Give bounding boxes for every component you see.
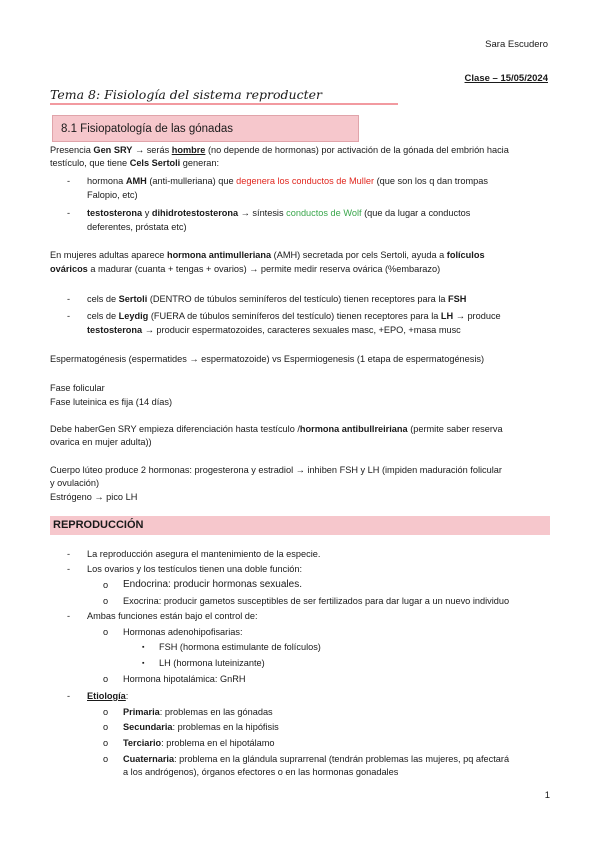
section-title: 8.1 Fisiopatología de las gónadas bbox=[61, 123, 233, 135]
reproduccion-banner bbox=[50, 516, 550, 535]
repro-item2: Los ovarios y los testículos tienen una doble función: bbox=[87, 564, 303, 574]
list1-item1: hormona AMH (anti-mulleriana) que degenera los conductos de Muller (que son los q dan trompas bbox=[87, 176, 488, 186]
list1-item1-cont: Falopio, etc) bbox=[87, 190, 138, 200]
list1-item2-cont: deferentes, próstata etc) bbox=[87, 222, 187, 232]
topic-underline bbox=[50, 103, 398, 105]
p1-line2: testículo, que tiene Cels Sertoli generan: bbox=[50, 158, 220, 168]
estrogeno-line: Estrógeno → pico LH bbox=[50, 492, 138, 502]
list-circle: o bbox=[103, 707, 109, 717]
cuerpo-line2: y ovulación) bbox=[50, 478, 100, 488]
cuerpo-line1: Cuerpo lúteo produce 2 hormonas: progesterona y estradiol → inhiben FSH y LH (impiden maduración folicular bbox=[50, 465, 502, 475]
repro-gnrh: Hormona hipotalámica: GnRH bbox=[123, 674, 246, 684]
etio-primaria: Primaria: problemas en las gónadas bbox=[123, 707, 273, 717]
etiologia-heading: Etiología: bbox=[87, 691, 129, 701]
reproduccion-title: REPRODUCCIÓN bbox=[53, 519, 144, 531]
list-dash: - bbox=[67, 611, 71, 621]
list-circle: o bbox=[103, 738, 109, 748]
etio-secundaria: Secundaria: problemas en la hipófisis bbox=[123, 722, 279, 732]
list-circle: o bbox=[103, 722, 109, 732]
list-dash: - bbox=[67, 176, 71, 186]
list-dash: - bbox=[67, 549, 71, 559]
list1-item2: testosterona y dihidrotestosterona → síntesis conductos de Wolf (que da lugar a conductos bbox=[87, 208, 471, 218]
espermatogenesis-line: Espermatogénesis (espermatides → espermatozoide) vs Espermiogenesis (1 etapa de espermatogénesis) bbox=[50, 354, 485, 364]
repro-exocrina: Exocrina: producir gametos susceptibles de ser fertilizados para dar lugar a un nuevo individuo bbox=[123, 596, 510, 606]
fase-folicular: Fase folicular bbox=[50, 383, 105, 393]
repro-adenohipo: Hormonas adenohipofisarias: bbox=[123, 627, 243, 637]
repro-lh: LH (hormona luteinizante) bbox=[159, 658, 265, 668]
author-name: Sara Escudero bbox=[485, 39, 548, 50]
p2-line1: En mujeres adultas aparece hormona antimulleriana (AMH) secretada por cels Sertoli, ayuda a folículos bbox=[50, 250, 485, 260]
etio-cuaternaria: Cuaternaria: problema en la glándula suprarrenal (tendrán problemas las mujeres, pq afectará bbox=[123, 754, 510, 764]
list-dash: - bbox=[67, 691, 71, 701]
list-dash: - bbox=[67, 294, 71, 304]
list-circle: o bbox=[103, 674, 109, 684]
section-title-box bbox=[52, 115, 359, 142]
list-circle: o bbox=[103, 754, 109, 764]
list-square: ▪ bbox=[142, 660, 145, 667]
page-number: 1 bbox=[544, 790, 550, 801]
etio-cuaternaria-cont: a los andrógenos), órganos efectores o en las hormonas gonadales bbox=[123, 767, 399, 777]
repro-fsh: FSH (hormona estimulante de folículos) bbox=[159, 642, 321, 652]
list2-item1: cels de Sertoli (DENTRO de túbulos seminíferos del testículo) tienen receptores para la FSH bbox=[87, 294, 467, 304]
fase-luteinica: Fase luteinica es fija (14 días) bbox=[50, 397, 173, 407]
etio-terciario: Terciario: problema en el hipotálamo bbox=[123, 738, 275, 748]
class-date: Clase – 15/05/2024 bbox=[464, 73, 548, 84]
list2-item2-cont: testosterona → producir espermatozoides, caracteres sexuales masc, +EPO, +masa musc bbox=[87, 325, 461, 335]
repro-endocrina: Endocrina: producir hormonas sexuales. bbox=[123, 579, 302, 590]
repro-item3: Ambas funciones están bajo el control de: bbox=[87, 611, 258, 621]
p1-line1: Presencia Gen SRY → serás hombre (no depende de hormonas) por activación de la gónada del embrión hacia bbox=[50, 145, 509, 155]
list-dash: - bbox=[67, 564, 71, 574]
debe-line2: ovarica en mujer adulta)) bbox=[50, 437, 152, 447]
list2-item2: cels de Leydig (FUERA de túbulos seminíferos del testículo) tienen receptores para la LH → produce bbox=[87, 311, 501, 321]
debe-line1: Debe haberGen SRY empieza diferenciación hasta testículo /hormona antibullreiriana (permite saber reserva bbox=[50, 424, 503, 434]
list-circle: o bbox=[103, 627, 109, 637]
topic-title: Tema 8: Fisiología del sistema reproducter bbox=[50, 87, 322, 102]
list-circle: o bbox=[103, 580, 109, 590]
repro-item1: La reproducción asegura el mantenimiento de la especie. bbox=[87, 549, 321, 559]
list-circle: o bbox=[103, 596, 109, 606]
list-square: ▪ bbox=[142, 644, 145, 651]
list-dash: - bbox=[67, 208, 71, 218]
p2-line2: ováricos a madurar (cuanta + tengas + ovarios) → permite medir reserva ovárica (%embarazo) bbox=[50, 264, 441, 274]
list-dash: - bbox=[67, 311, 71, 321]
